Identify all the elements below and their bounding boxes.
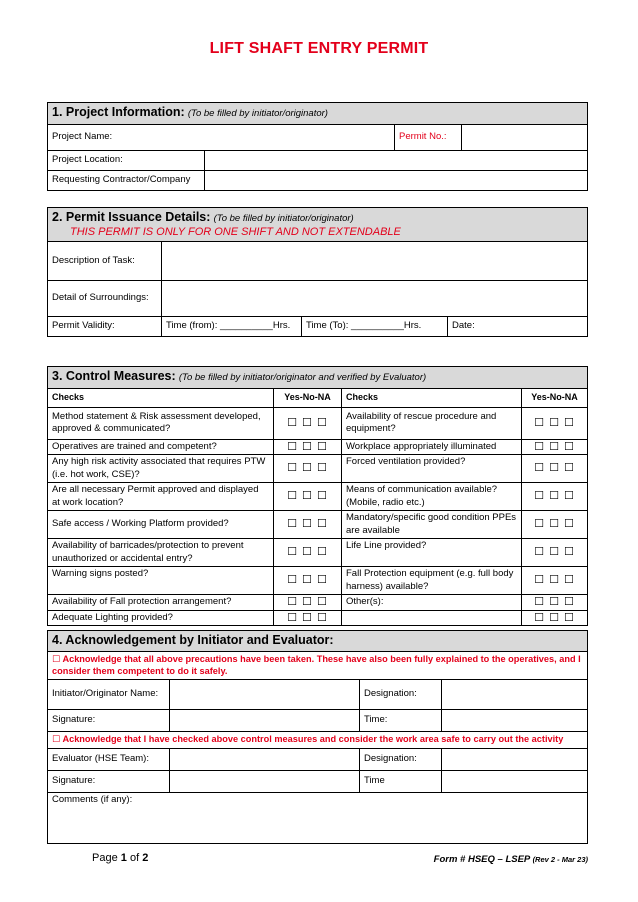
description-field[interactable]: [162, 242, 588, 281]
yes-no-na-checkboxes[interactable]: ☐ ☐ ☐: [522, 407, 588, 439]
requesting-contractor-label: Requesting Contractor/Company: [48, 170, 205, 190]
check-item: Mandatory/specific good condition PPEs are available: [342, 511, 522, 539]
permit-issuance-section: [47, 207, 588, 337]
check-item: Availability of barricades/protection to prevent unauthorized or accidental entry?: [48, 539, 274, 567]
yes-no-na-checkboxes[interactable]: ☐ ☐ ☐: [522, 483, 588, 511]
form-revision: (Rev 2 - Mar 23): [532, 855, 588, 864]
check-item: [342, 610, 522, 626]
yes-no-na-checkboxes[interactable]: ☐ ☐ ☐: [274, 439, 342, 455]
yes-no-na-checkboxes[interactable]: ☐ ☐ ☐: [522, 455, 588, 483]
section2-note: (To be filled by initiator/originator): [213, 213, 354, 224]
evaluator-field[interactable]: [170, 748, 360, 770]
designation-label: Designation:: [360, 679, 442, 709]
comments-field[interactable]: [48, 792, 588, 843]
section1-header: [48, 103, 588, 125]
yes-no-na-checkboxes[interactable]: ☐ ☐ ☐: [274, 483, 342, 511]
yes-no-na-checkboxes[interactable]: ☐ ☐ ☐: [522, 595, 588, 611]
yes-no-na-checkboxes[interactable]: ☐ ☐ ☐: [274, 567, 342, 595]
form-code: [434, 854, 588, 865]
yes-no-na-checkboxes[interactable]: ☐ ☐ ☐: [522, 439, 588, 455]
time-from-field[interactable]: Time (from): __________Hrs.: [162, 317, 302, 337]
check-item: Availability of Fall protection arrangement?: [48, 595, 274, 611]
yes-no-na-checkboxes[interactable]: ☐ ☐ ☐: [274, 511, 342, 539]
page-current: 1: [120, 852, 127, 864]
section4-heading: 4. Acknowledgement by Initiator and Evaluator:: [52, 633, 334, 647]
check-item: Availability of rescue procedure and equipment?: [342, 407, 522, 439]
designation-field[interactable]: [442, 748, 588, 770]
of-word: of: [129, 852, 140, 864]
time-field[interactable]: [442, 770, 588, 792]
check-item: Safe access / Working Platform provided?: [48, 511, 274, 539]
check-item: Fall Protection equipment (e.g. full body harness) available?: [342, 567, 522, 595]
yes-no-na-checkboxes[interactable]: ☐ ☐ ☐: [522, 567, 588, 595]
yes-no-na-checkboxes[interactable]: ☐ ☐ ☐: [274, 539, 342, 567]
permit-no-field[interactable]: [462, 124, 588, 150]
check-item: Life Line provided?: [342, 539, 522, 567]
section2-heading: 2. Permit Issuance Details:: [52, 210, 211, 224]
check-item: Other(s):: [342, 595, 522, 611]
page-word: Page: [92, 852, 118, 864]
requesting-contractor-field[interactable]: [205, 170, 588, 190]
document-title: LIFT SHAFT ENTRY PERMIT: [209, 40, 429, 57]
yes-no-na-checkboxes[interactable]: ☐ ☐ ☐: [522, 610, 588, 626]
designation-field[interactable]: [442, 679, 588, 709]
description-label: Description of Task:: [48, 242, 162, 281]
yes-no-na-checkboxes[interactable]: ☐ ☐ ☐: [274, 610, 342, 626]
time-label: Time: [360, 770, 442, 792]
check-item: Operatives are trained and competent?: [48, 439, 274, 455]
section2-header: [48, 208, 588, 242]
initiator-acknowledgement-checkbox[interactable]: ☐ Acknowledge that all above precautions have been taken. These have also been fully explained to the operatives, and I consider them competent to do it safely.: [48, 651, 588, 679]
acknowledgement-section: [47, 630, 588, 844]
date-field[interactable]: Date:: [448, 317, 588, 337]
check-item: Means of communication available? (Mobile, radio etc.): [342, 483, 522, 511]
yes-no-na-checkboxes[interactable]: ☐ ☐ ☐: [274, 595, 342, 611]
designation-label: Designation:: [360, 748, 442, 770]
check-item: Adequate Lighting provided?: [48, 610, 274, 626]
evaluator-label: Evaluator (HSE Team):: [48, 748, 170, 770]
form-number: Form # HSEQ – LSEP: [433, 854, 530, 865]
time-field[interactable]: [442, 709, 588, 731]
section3-heading: 3. Control Measures:: [52, 369, 176, 383]
check-item: Forced ventilation provided?: [342, 455, 522, 483]
project-location-field[interactable]: [205, 150, 588, 170]
project-information-section: [47, 102, 588, 191]
validity-label: Permit Validity:: [48, 317, 162, 337]
yes-no-na-column-header: Yes-No-NA: [274, 388, 342, 407]
check-item: Method statement & Risk assessment developed, approved & communicated?: [48, 407, 274, 439]
time-label: Time:: [360, 709, 442, 731]
yes-no-na-column-header: Yes-No-NA: [522, 388, 588, 407]
project-name-label: Project Name:: [48, 124, 395, 150]
surroundings-field[interactable]: [162, 281, 588, 317]
check-item: Warning signs posted?: [48, 567, 274, 595]
initiator-name-field[interactable]: [170, 679, 360, 709]
yes-no-na-checkboxes[interactable]: ☐ ☐ ☐: [522, 511, 588, 539]
signature-label: Signature:: [48, 709, 170, 731]
permit-no-label: Permit No.:: [395, 124, 462, 150]
check-item: Workplace appropriately illuminated: [342, 439, 522, 455]
project-location-label: Project Location:: [48, 150, 205, 170]
time-to-field[interactable]: Time (To): __________Hrs.: [302, 317, 448, 337]
section2-warning: THIS PERMIT IS ONLY FOR ONE SHIFT AND NOT EXTENDABLE: [70, 225, 401, 238]
page-number: [92, 852, 148, 864]
evaluator-acknowledgement-checkbox[interactable]: ☐ Acknowledge that I have checked above control measures and consider the work area safe to carry out the activity: [48, 731, 588, 748]
checks-column-header: Checks: [342, 388, 522, 407]
section3-header: [48, 367, 588, 389]
initiator-name-label: Initiator/Originator Name:: [48, 679, 170, 709]
check-item: Any high risk activity associated that requires PTW (i.e. hot work, CSE)?: [48, 455, 274, 483]
signature-field[interactable]: [170, 770, 360, 792]
comments-label: Comments (if any):: [52, 793, 133, 805]
yes-no-na-checkboxes[interactable]: ☐ ☐ ☐: [522, 539, 588, 567]
section4-header: [48, 631, 588, 652]
control-measures-section: [47, 366, 588, 626]
yes-no-na-checkboxes[interactable]: ☐ ☐ ☐: [274, 407, 342, 439]
signature-field[interactable]: [170, 709, 360, 731]
section1-heading: 1. Project Information:: [52, 105, 185, 119]
yes-no-na-checkboxes[interactable]: ☐ ☐ ☐: [274, 455, 342, 483]
section1-note: (To be filled by initiator/originator): [187, 108, 328, 119]
checks-column-header: Checks: [48, 388, 274, 407]
check-item: Are all necessary Permit approved and displayed at work location?: [48, 483, 274, 511]
signature-label: Signature:: [48, 770, 170, 792]
section3-note: (To be filled by initiator/originator and verified by Evaluator): [178, 372, 427, 383]
page-total: 2: [142, 852, 149, 864]
surroundings-label: Detail of Surroundings:: [48, 281, 162, 317]
